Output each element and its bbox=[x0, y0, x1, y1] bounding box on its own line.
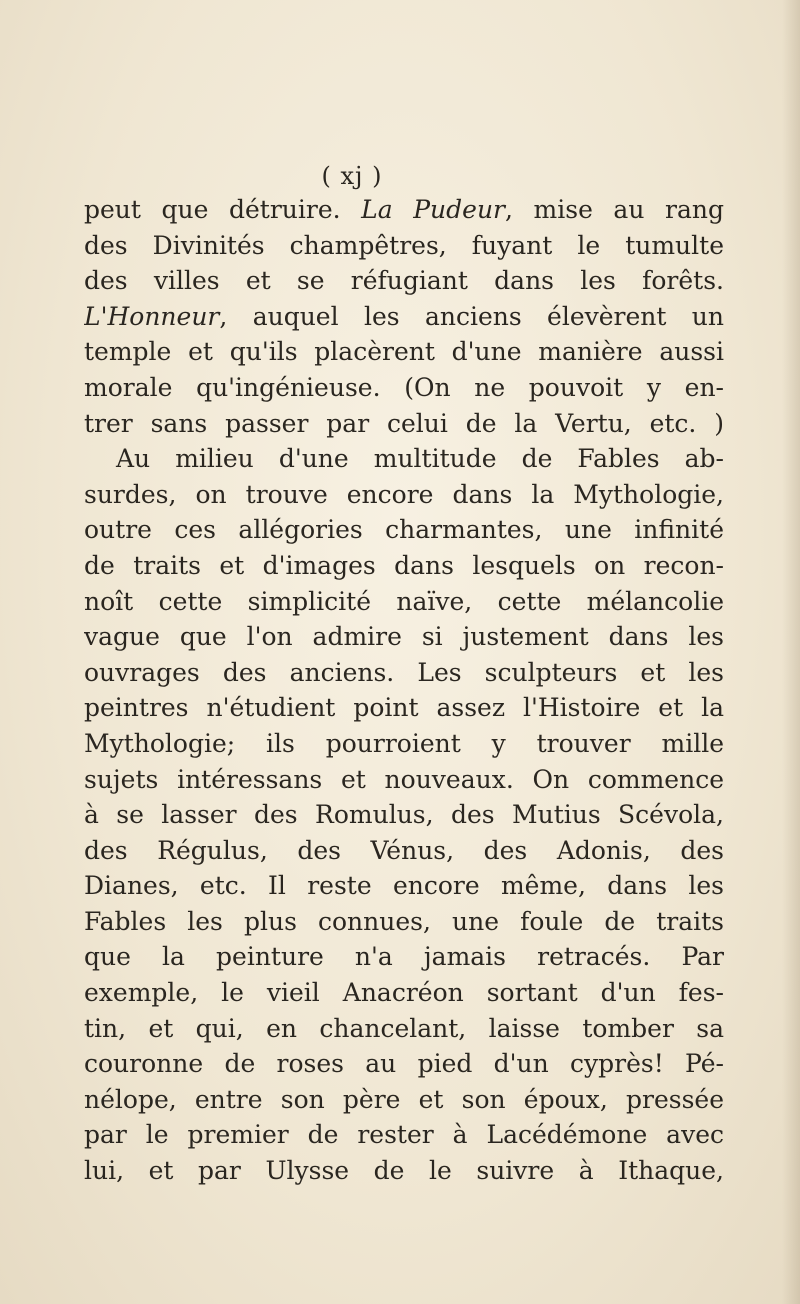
text-line: couronne de roses au pied d'un cyprès! Pé- bbox=[84, 1049, 724, 1079]
text-line: Mythologie; ils pourroient y trouver mille bbox=[84, 728, 724, 758]
body-text bbox=[84, 192, 724, 1189]
text-line: des villes et se réfugiant dans les forêts. bbox=[84, 266, 724, 296]
text-line: de traits et d'images dans lesquels on recon- bbox=[84, 550, 724, 580]
text-line: exemple, le vieil Anacréon sortant d'un fes- bbox=[84, 978, 724, 1008]
page-number: ( xj ) bbox=[321, 162, 383, 190]
text-line: L'Honneur, auquel les anciens élevèrent un bbox=[84, 301, 724, 331]
text-line: Au milieu d'une multitude de Fables ab- bbox=[116, 444, 724, 474]
text-line: lui, et par Ulysse de le suivre à Ithaque, bbox=[84, 1156, 724, 1186]
text-line: trer sans passer par celui de la Vertu, etc. ) bbox=[84, 408, 724, 438]
text-line: sujets intéressans et nouveaux. On commence bbox=[84, 764, 724, 794]
text-line: à se lasser des Romulus, des Mutius Scévola, bbox=[84, 800, 724, 830]
text-line: que la peinture n'a jamais retracés. Par bbox=[84, 942, 724, 972]
text-line: Fables les plus connues, une foule de traits bbox=[84, 906, 724, 936]
text-line: morale qu'ingénieuse. (On ne pouvoit y en- bbox=[84, 372, 724, 402]
text-line: des Divinités champêtres, fuyant le tumulte bbox=[84, 230, 724, 260]
text-line: Dianes, etc. Il reste encore même, dans les bbox=[84, 871, 724, 901]
page-edge-shadow bbox=[782, 0, 800, 1304]
text-line: surdes, on trouve encore dans la Mythologie, bbox=[84, 479, 724, 509]
text-line: des Régulus, des Vénus, des Adonis, des bbox=[84, 835, 724, 865]
text-line: par le premier de rester à Lacédémone avec bbox=[84, 1120, 724, 1150]
text-line: peintres n'étudient point assez l'Histoire et la bbox=[84, 693, 724, 723]
text-line: temple et qu'ils placèrent d'une manière aussi bbox=[84, 337, 724, 367]
text-line: vague que l'on admire si justement dans les bbox=[84, 622, 724, 652]
text-line: peut que détruire. La Pudeur, mise au rang bbox=[84, 195, 724, 224]
text-line: tin, et qui, en chancelant, laisse tomber sa bbox=[84, 1013, 724, 1043]
text-line: outre ces allégories charmantes, une infinité bbox=[84, 515, 724, 545]
text-line: nélope, entre son père et son époux, pressée bbox=[84, 1084, 724, 1114]
text-line: noît cette simplicité naïve, cette mélancolie bbox=[84, 586, 724, 616]
text-line: ouvrages des anciens. Les sculpteurs et les bbox=[84, 657, 724, 687]
